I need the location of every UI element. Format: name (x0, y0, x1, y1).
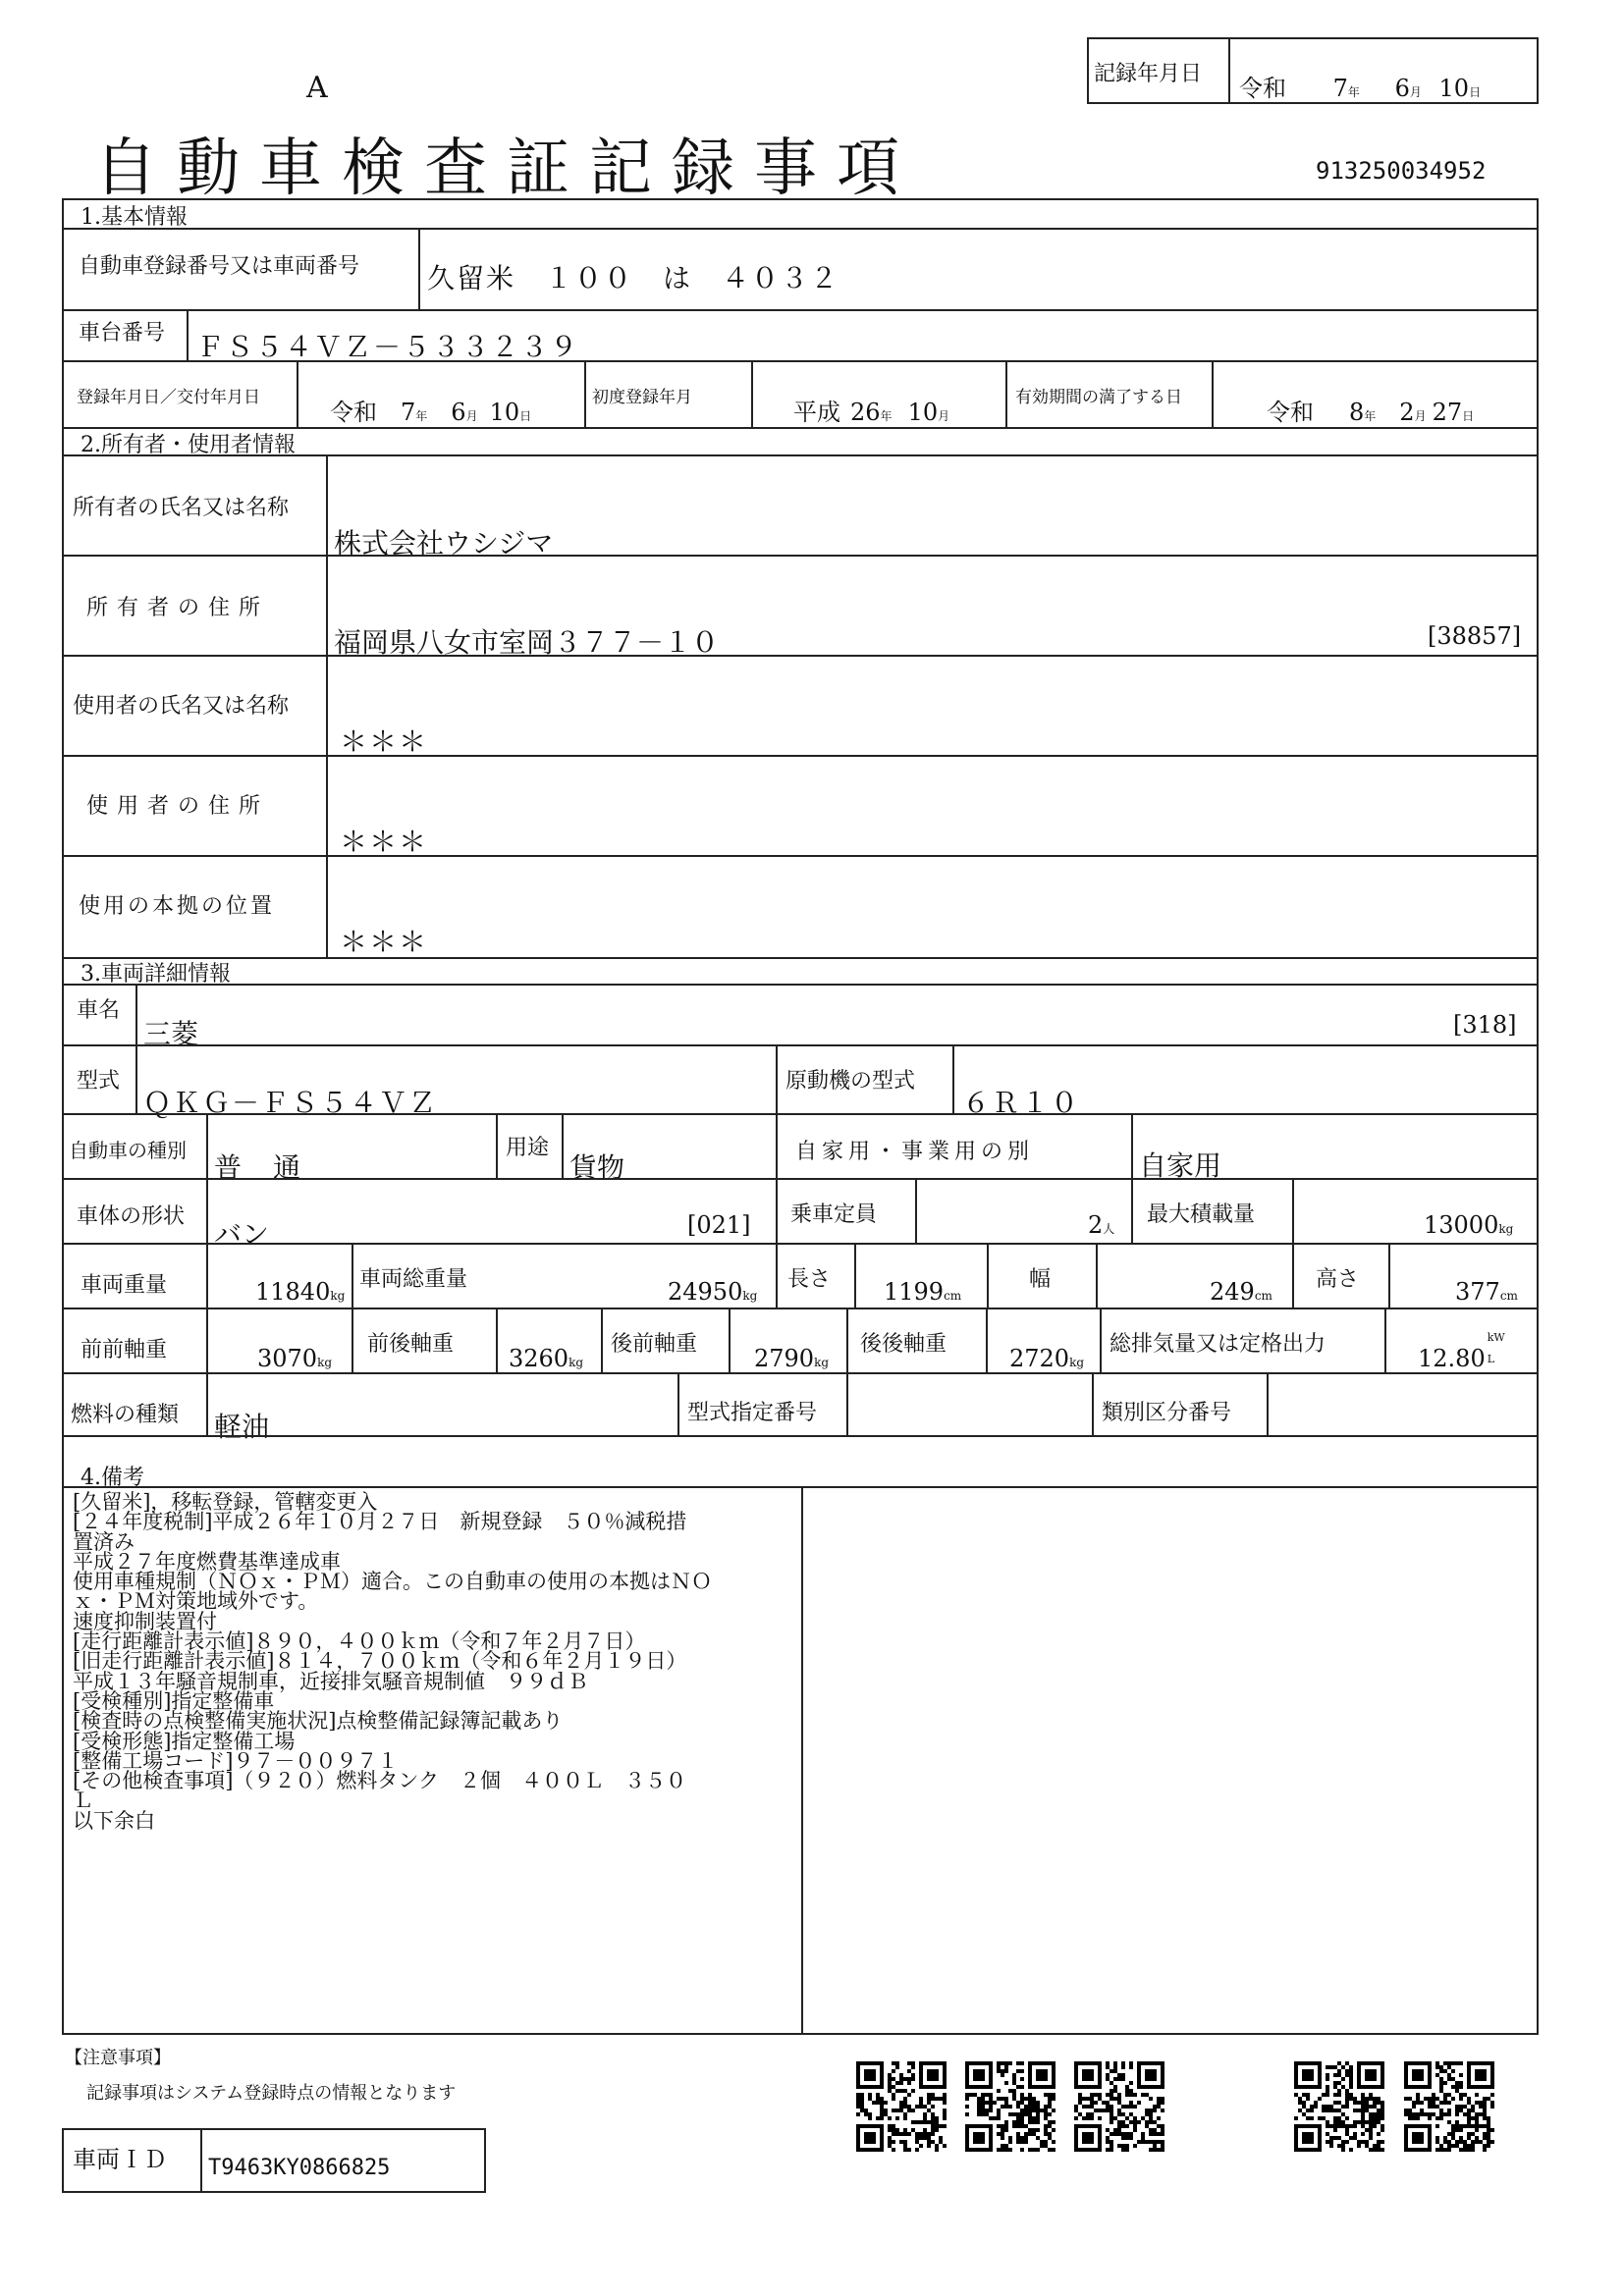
class-number-label: 類別区分番号 (1102, 1401, 1232, 1425)
section-basic-title: 1.基本情報 (81, 205, 188, 230)
engine-model: ６Ｒ１０ (962, 1087, 1081, 1119)
front-front-axle: 3070kg (257, 1345, 333, 1372)
corner-letter: A (306, 71, 328, 105)
remark-line: [受検種別]指定整備車 (73, 1688, 275, 1713)
capacity-label: 乗車定員 (790, 1202, 878, 1227)
body-shape: バン (214, 1218, 270, 1251)
owner-address-label: 所有者の住所 (86, 596, 270, 620)
type-designation-label: 型式指定番号 (687, 1401, 818, 1425)
front-rear-axle: 3260kg (509, 1345, 584, 1372)
base-location: ＊＊＊ (340, 926, 429, 958)
remark-line: Ｌ (73, 1789, 93, 1813)
vehicle-name: 三菱 (143, 1018, 199, 1050)
engine-model-label: 原動機の型式 (785, 1069, 916, 1094)
rear-rear-axle-label: 後後軸重 (860, 1332, 947, 1357)
qr-code-1 (856, 2061, 947, 2152)
remark-line: [受検形態]指定整備工場 (73, 1729, 296, 1753)
issue-date-label: 登録年月日／交付年月日 (77, 388, 260, 407)
chassis-number: ＦＳ５４ＶＺ－５３３２３９ (196, 331, 580, 363)
rear-front-axle: 2790kg (754, 1345, 830, 1372)
qr-code-5 (1404, 2061, 1494, 2152)
qr-code-3 (1074, 2061, 1164, 2152)
gross-weight-label: 車両総重量 (359, 1267, 468, 1292)
remark-line: [久留米]，移転登録，管轄変更入 (73, 1490, 378, 1514)
vehicle-weight: 11840kg (255, 1278, 346, 1306)
user-name: ＊＊＊ (340, 725, 429, 758)
gross-weight: 24950kg (668, 1278, 758, 1306)
max-load-label: 最大積載量 (1147, 1202, 1256, 1227)
remark-line: 置済み (73, 1529, 135, 1554)
qr-code-4 (1294, 2061, 1384, 2152)
qr-code-2 (965, 2061, 1056, 2152)
remark-line: ｘ・ＰＭ対策地域外です。 (73, 1589, 319, 1614)
width-label: 幅 (1029, 1267, 1052, 1292)
expiry-date: 令和 8年 2月 27日 (1267, 399, 1475, 426)
body-shape-label: 車体の形状 (77, 1204, 186, 1229)
expiry-label: 有効期間の満了する日 (1015, 388, 1182, 407)
width: 249cm (1210, 1278, 1272, 1306)
vehicle-weight-label: 車両重量 (81, 1273, 168, 1298)
use-label: 用途 (506, 1136, 550, 1160)
length: 1199cm (884, 1278, 962, 1306)
remark-line: [検査時の点検整備実施状況]点検整備記録簿記載あり (73, 1709, 564, 1734)
owner-address: 福岡県八女市室岡３７７－１０ (334, 626, 720, 659)
remark-line: [その他検査事項]（９２０）燃料タンク ２個 ４００Ｌ ３５０ (73, 1769, 686, 1793)
rear-front-axle-label: 後前軸重 (611, 1332, 698, 1357)
section-owner-title: 2.所有者・使用者情報 (81, 433, 296, 457)
record-date-label: 記録年月日 (1094, 62, 1203, 86)
document-number: 913250034952 (1316, 157, 1487, 185)
body-shape-code: [021] (687, 1211, 751, 1239)
base-location-label: 使用の本拠の位置 (79, 894, 276, 919)
fuel-type: 軽油 (214, 1411, 270, 1443)
capacity: 2人 (1088, 1211, 1115, 1239)
model: ＱＫＧ－ＦＳ５４ＶＺ (143, 1087, 439, 1119)
user-address: ＊＊＊ (340, 826, 429, 858)
remark-line: [走行距離計表示値]８９０，４００ｋｍ（令和７年２月７日） (73, 1629, 646, 1654)
remark-line: [旧走行距離計表示値]８１４，７００ｋｍ（令和６年２月１９日） (73, 1649, 687, 1674)
notice-text: 記録事項はシステム登録時点の情報となります (86, 2083, 457, 2104)
vehicle-id-label: 車両ＩＤ (73, 2146, 167, 2173)
rear-rear-axle: 2720kg (1009, 1345, 1085, 1372)
vehicle-name-code: [318] (1453, 1011, 1517, 1039)
chassis-label: 車台番号 (79, 321, 166, 346)
front-front-axle-label: 前前軸重 (81, 1338, 168, 1362)
record-date-value: 令和 7年 6月 10日 (1239, 75, 1482, 102)
vehicle-kind: 普 通 (214, 1151, 303, 1184)
private-business: 自家用 (1139, 1149, 1222, 1182)
length-label: 長さ (787, 1267, 832, 1292)
private-business-label: 自家用・事業用の別 (795, 1140, 1035, 1164)
height-label: 高さ (1316, 1267, 1360, 1292)
vehicle-name-label: 車名 (77, 998, 121, 1023)
reg-number-label: 自動車登録番号又は車両番号 (79, 254, 360, 279)
remark-line: 平成１３年騒音規制車，近接排気騒音規制値 ９９ｄＢ (73, 1669, 588, 1693)
front-rear-axle-label: 前後軸重 (367, 1332, 455, 1357)
user-address-label: 使用者の住所 (86, 794, 270, 819)
vehicle-id: T9463KY0866825 (208, 2156, 391, 2180)
owner-address-code: [38857] (1428, 622, 1522, 650)
use: 貨物 (569, 1151, 625, 1184)
page-title: 自動車検査証記録事項 (94, 133, 919, 205)
displacement-label: 総排気量又は定格出力 (1110, 1332, 1326, 1357)
displacement: 12.80 kW L (1418, 1331, 1505, 1372)
user-name-label: 使用者の氏名又は名称 (73, 694, 290, 719)
remark-line: 平成２７年度燃費基準達成車 (73, 1549, 341, 1574)
first-reg-date: 平成 26年 10月 (793, 399, 950, 426)
fuel-type-label: 燃料の種類 (71, 1403, 180, 1427)
first-reg-label: 初度登録年月 (592, 388, 692, 407)
remark-line: 以下余白 (73, 1808, 155, 1833)
remark-line: 速度抑制装置付 (73, 1609, 217, 1633)
issue-date: 令和 7年 6月 10日 (330, 399, 532, 426)
notice-title: 【注意事項】 (65, 2048, 171, 2068)
remarks-list (73, 1492, 795, 1831)
owner-name: 株式会社ウシジマ (334, 527, 554, 560)
height: 377cm (1455, 1278, 1518, 1306)
remark-line: [整備工場コード]９７－００９７１ (73, 1748, 399, 1773)
reg-number: 久留米 １００ は ４０３２ (427, 262, 840, 294)
remark-line: 使用車種規制（ＮＯｘ・ＰＭ）適合。この自動車の使用の本拠はＮＯ (73, 1570, 712, 1594)
max-load: 13000kg (1424, 1211, 1514, 1239)
section-remarks-title: 4.備考 (81, 1466, 144, 1490)
section-vehicle-title: 3.車両詳細情報 (81, 962, 231, 987)
vehicle-kind-label: 自動車の種別 (69, 1139, 187, 1162)
owner-name-label: 所有者の氏名又は名称 (73, 496, 290, 520)
remark-line: [２４年度税制]平成２６年１０月２７日 新規登録 ５０％減税措 (73, 1510, 687, 1534)
model-label: 型式 (77, 1069, 121, 1094)
